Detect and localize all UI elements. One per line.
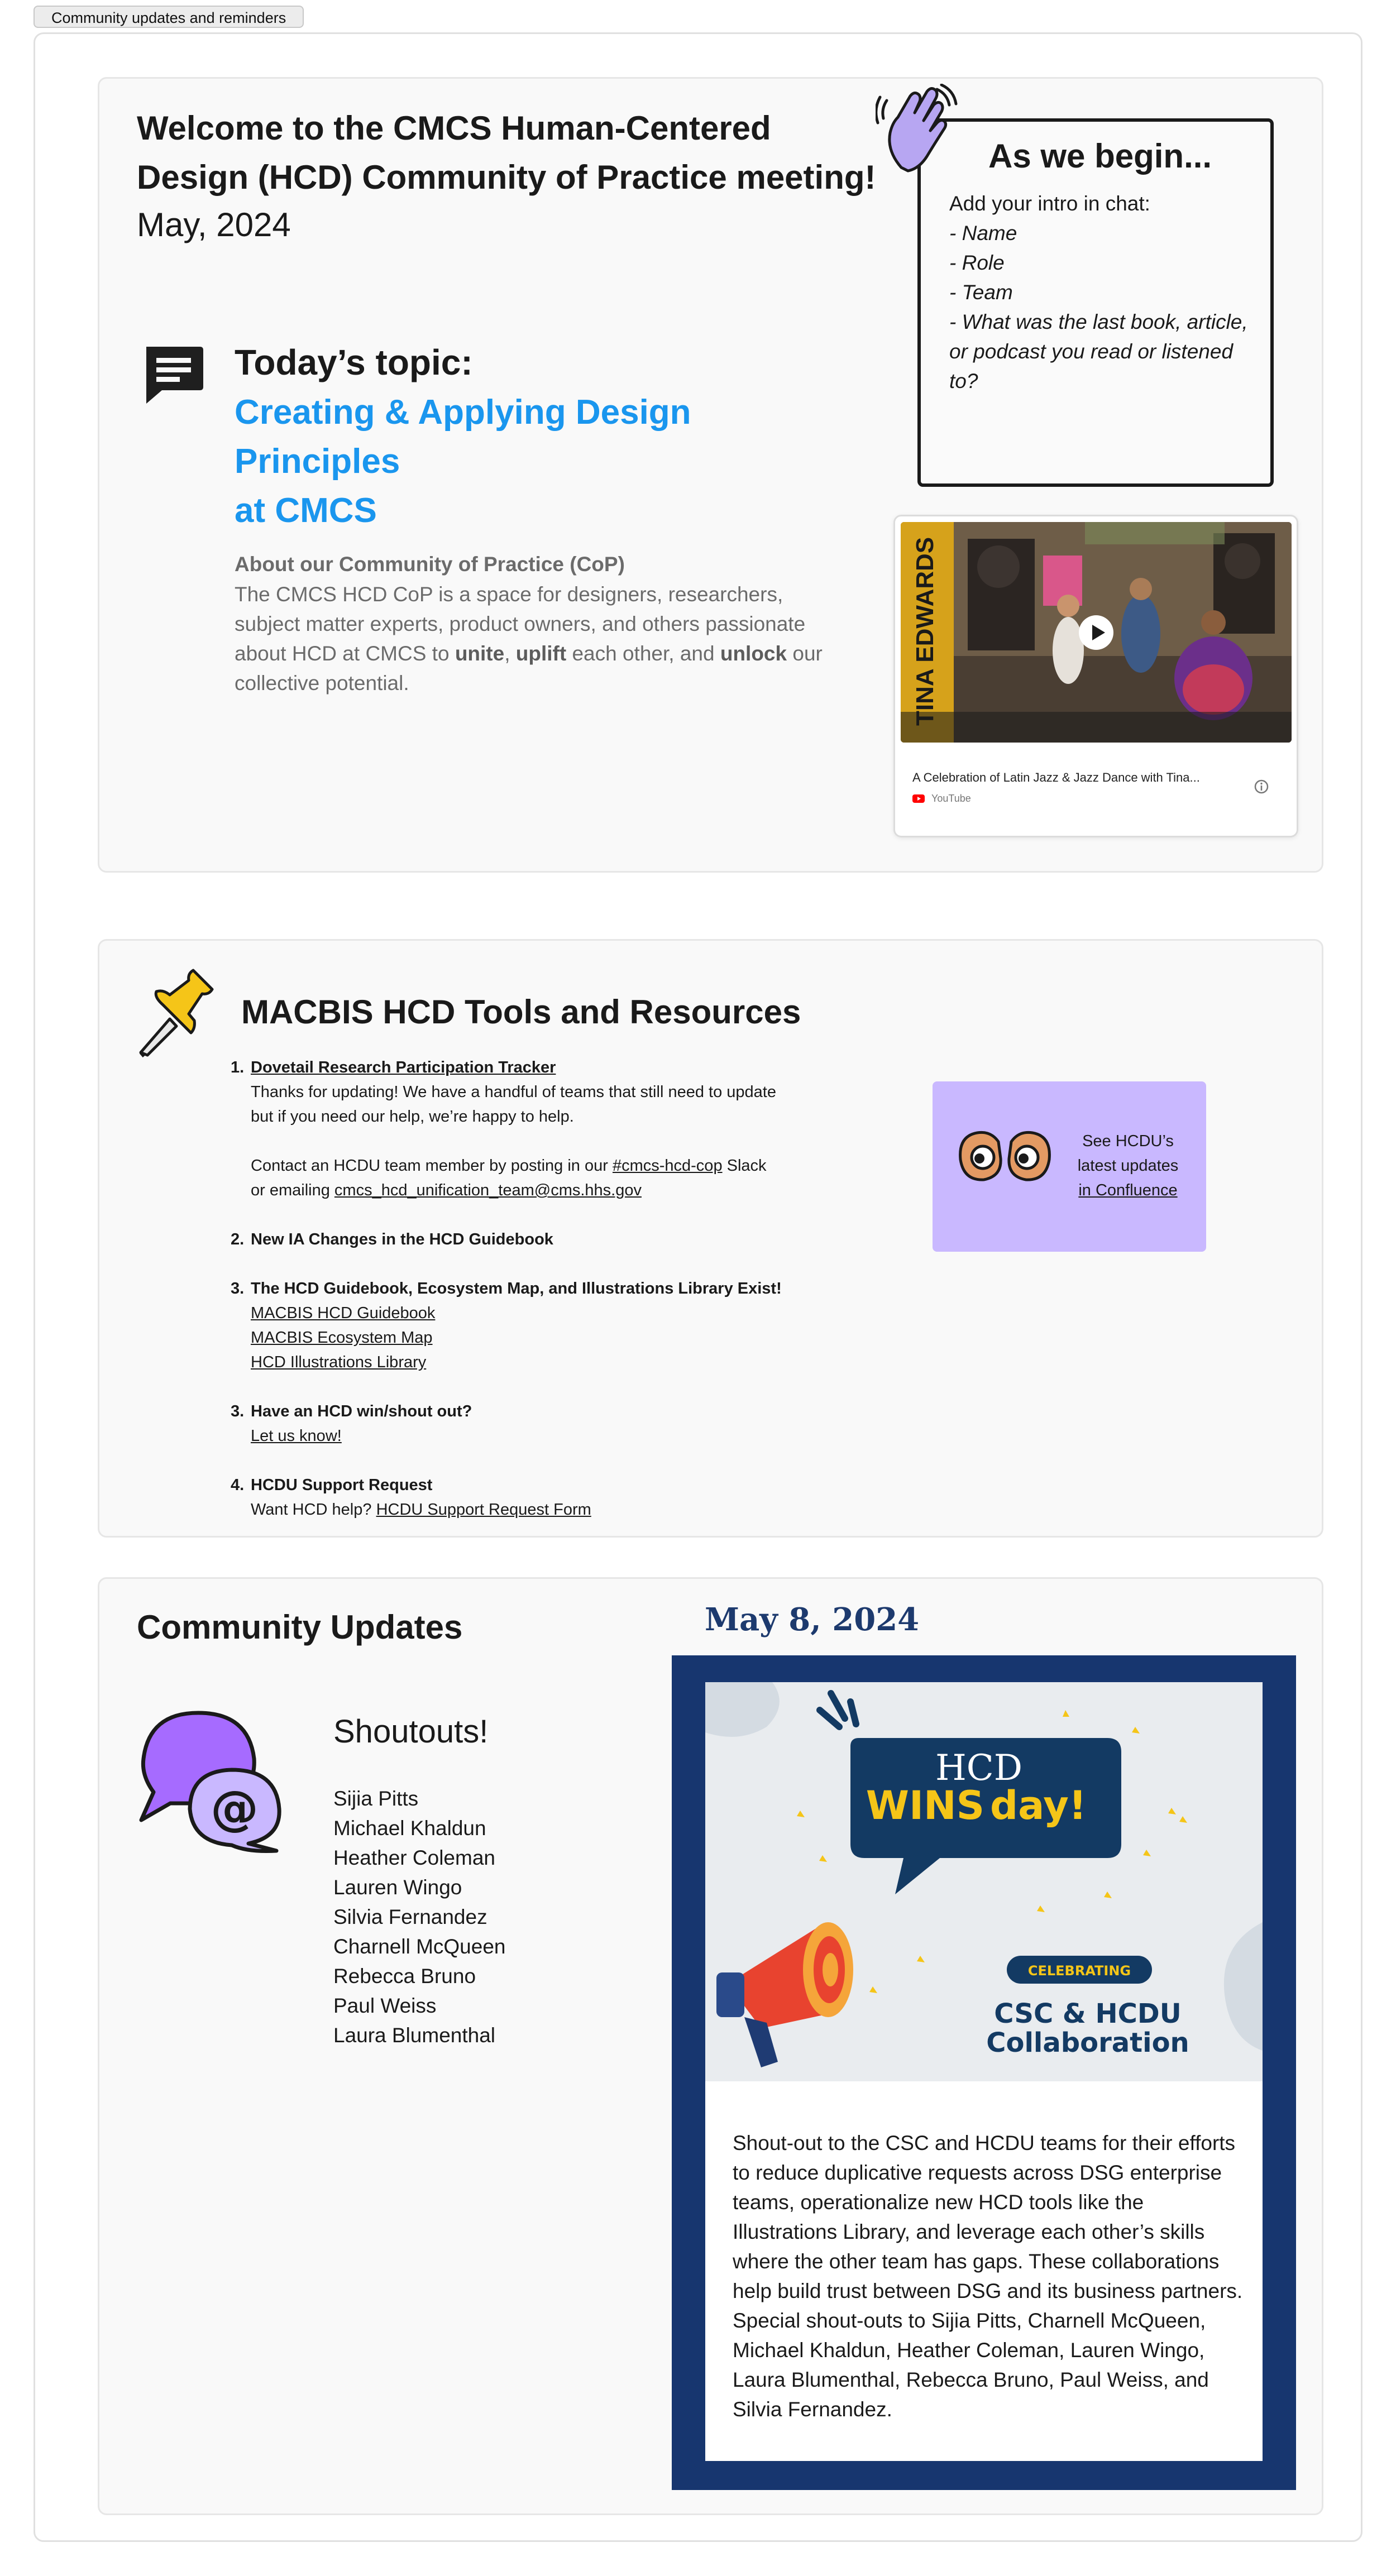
celebrating-text: CELEBRATING [1027, 1963, 1131, 1979]
pushpin-icon [135, 966, 224, 1058]
shoutout-name: Michael Khaldun [333, 1817, 486, 1840]
video-title[interactable]: A Celebration of Latin Jazz & Jazz Dance with Tina... [912, 770, 1200, 784]
list-number: 4. [231, 1476, 245, 1494]
tools-list [231, 1055, 901, 1522]
intro-instruction: Add your intro in chat: [949, 192, 1150, 215]
wins-description [733, 2128, 1252, 2424]
waving-hand-icon [876, 84, 959, 176]
cop-text: our [787, 642, 823, 665]
intro-item: - Name [949, 222, 1017, 245]
info-icon[interactable] [1254, 779, 1269, 794]
topic-title [235, 388, 849, 535]
cop-unite: unite [455, 642, 505, 665]
wins-text-line: Michael Khaldun, Heather Coleman, Lauren Wingo, [733, 2339, 1205, 2362]
wins-text-line: Shout-out to the CSC and HCDU teams for their efforts [733, 2132, 1236, 2154]
cop-line: collective potential. [235, 672, 409, 695]
list-text: Want HCD help? [251, 1501, 376, 1519]
shoutout-name: Heather Coleman [333, 1846, 495, 1869]
support-request-form-link[interactable]: HCDU Support Request Form [376, 1501, 591, 1519]
wins-text-line: Special shout-outs to Sijia Pitts, Charnell McQueen, [733, 2309, 1206, 2332]
cop-line: The CMCS HCD CoP is a space for designers, researchers, [235, 583, 783, 606]
thumbnail-text: TINA EDWARDS [911, 537, 939, 726]
intro-item: - Role [949, 251, 1005, 274]
day-text: day! [990, 1783, 1087, 1828]
tools-list-item-4 [231, 1399, 901, 1448]
wins-text-line: Laura Blumenthal, Rebecca Bruno, Paul Weiss, and [733, 2368, 1209, 2391]
tools-list-item-1 [231, 1055, 901, 1203]
intro-item: to? [949, 370, 978, 392]
cop-uplift: uplift [515, 642, 567, 665]
list-text: Thanks for updating! We have a handful of teams that still need to update [251, 1083, 776, 1101]
list-item-title: Have an HCD win/shout out? [251, 1402, 472, 1420]
hcd-wins-day-graphic [705, 1682, 1263, 2081]
hcdu-text: latest updates [1077, 1157, 1179, 1175]
welcome-title [137, 104, 919, 202]
wins-text-line: Illustrations Library, and leverage each other’s skills [733, 2220, 1205, 2243]
shoutout-name: Sijia Pitts [333, 1787, 419, 1810]
collab-line1: CSC & HCDU [994, 1998, 1182, 2029]
wins-text-line: to reduce duplicative requests across DSG enterprise [733, 2161, 1222, 2184]
shoutouts-title: Shoutouts! [333, 1713, 489, 1750]
cop-description [235, 580, 849, 698]
cop-heading: About our Community of Practice (CoP) [235, 553, 625, 576]
hcd-text: HCD [935, 1747, 1023, 1789]
shoutout-name: Silvia Fernandez [333, 1905, 487, 1928]
meeting-date: May, 2024 [137, 206, 291, 243]
collab-line2: Collaboration [986, 2027, 1189, 2058]
tools-list-item-5 [231, 1473, 901, 1522]
shoutout-name: Laura Blumenthal [333, 2024, 496, 2047]
list-text: Contact an HCDU team member by posting in our [251, 1157, 613, 1175]
mention-chat-icon [137, 1708, 288, 1854]
let-us-know-link[interactable]: Let us know! [251, 1427, 342, 1445]
shoutout-name: Charnell McQueen [333, 1935, 506, 1958]
intro-item: or podcast you read or listened [949, 340, 1234, 363]
list-number: 3. [231, 1280, 245, 1297]
hcdu-updates-text [1064, 1129, 1192, 1203]
community-updates-title: Community Updates [137, 1608, 463, 1646]
topic-label: Today’s topic: [235, 342, 473, 382]
welcome-title-line1: Welcome to the CMCS Human-Centered [137, 109, 771, 147]
as-we-begin-title: As we begin... [988, 137, 1212, 175]
ecosystem-map-link[interactable]: MACBIS Ecosystem Map [251, 1329, 433, 1347]
cop-text: each other, and [566, 642, 720, 665]
shoutout-name: Paul Weiss [333, 1994, 437, 2017]
shoutout-name: Rebecca Bruno [333, 1965, 476, 1988]
list-number: 1. [231, 1059, 245, 1076]
intro-item: - Team [949, 281, 1013, 304]
hcdu-text: See HCDU’s [1082, 1132, 1174, 1150]
frame-label[interactable]: Community updates and reminders [34, 6, 304, 28]
cop-unlock: unlock [720, 642, 787, 665]
wins-text-line: teams, operationalize new HCD tools like the [733, 2191, 1144, 2214]
slack-channel-link[interactable]: #cmcs-hcd-cop [612, 1157, 723, 1175]
wins-text-line: Silvia Fernandez. [733, 2398, 892, 2421]
youtube-logo-icon [912, 794, 925, 803]
shoutout-name: Lauren Wingo [333, 1876, 462, 1899]
wins-date: May 8, 2024 [705, 1601, 920, 1638]
list-item-title: New IA Changes in the HCD Guidebook [251, 1230, 553, 1248]
play-icon[interactable] [1078, 614, 1115, 651]
confluence-link[interactable]: in Confluence [1078, 1181, 1178, 1199]
video-source: YouTube [931, 793, 971, 804]
cop-line: subject matter experts, product owners, and others passionate [235, 612, 806, 635]
intro-item: - What was the last book, article, [949, 310, 1248, 333]
shoutout-names [333, 1784, 613, 2050]
list-text: Slack [722, 1157, 767, 1175]
wins-text-line: where the other team has gaps. These collaborations [733, 2250, 1220, 2273]
cop-text: about HCD at CMCS to [235, 642, 455, 665]
illustrations-library-link[interactable]: HCD Illustrations Library [251, 1353, 427, 1371]
cop-line [235, 639, 849, 668]
list-text: but if you need our help, we’re happy to help. [251, 1108, 574, 1126]
email-link[interactable]: cmcs_hcd_unification_team@cms.hhs.gov [334, 1181, 642, 1199]
svg-text:@: @ [211, 1780, 259, 1836]
list-text: or emailing [251, 1181, 334, 1199]
list-number: 3. [231, 1402, 245, 1420]
guidebook-link[interactable]: MACBIS HCD Guidebook [251, 1304, 436, 1322]
as-we-begin-text [949, 189, 1262, 396]
list-item-title: The HCD Guidebook, Ecosystem Map, and Illustrations Library Exist! [251, 1280, 782, 1297]
thumbnail-caption [911, 537, 945, 726]
welcome-title-line2: Design (HCD) Community of Practice meeting! [137, 159, 876, 196]
topic-title-line2: at CMCS [235, 491, 377, 530]
wins-text-line: help build trust between DSG and its business partners. [733, 2280, 1243, 2302]
wins-text: WINS [866, 1783, 984, 1828]
chat-message-icon [142, 343, 204, 406]
list-item-title: HCDU Support Request [251, 1476, 433, 1494]
tools-title: MACBIS HCD Tools and Resources [241, 993, 801, 1031]
dovetail-tracker-link[interactable]: Dovetail Research Participation Tracker [251, 1059, 556, 1076]
binoculars-hands-icon [956, 1125, 1054, 1185]
tools-list-item-2 [231, 1227, 901, 1252]
tools-list-item-3 [231, 1276, 901, 1375]
cop-text: , [504, 642, 516, 665]
list-number: 2. [231, 1230, 245, 1248]
topic-title-line1: Creating & Applying Design Principles [235, 393, 691, 481]
